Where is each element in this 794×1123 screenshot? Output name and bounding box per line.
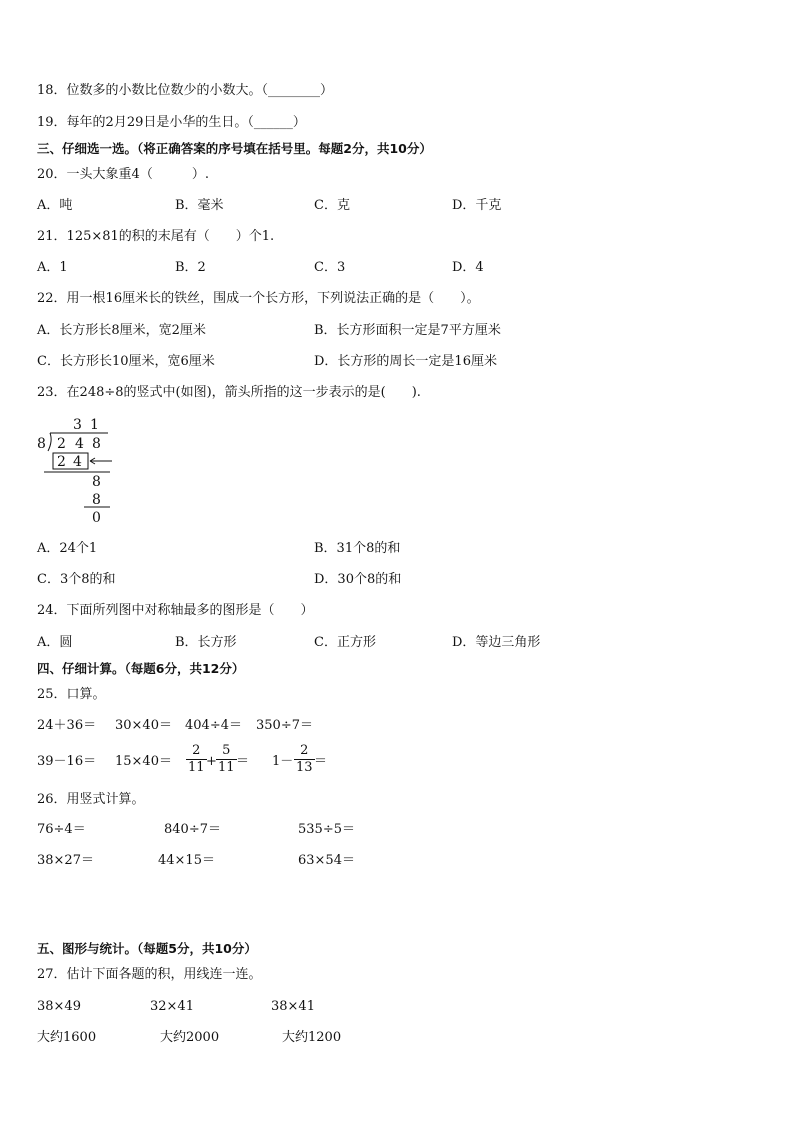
fraction-numerator: 2 <box>294 743 315 760</box>
final-remainder-digit: 0 <box>92 510 101 526</box>
written-calc-6: 63×54＝ <box>298 853 355 868</box>
question-21-stem: 21．125×81的积的末尾有（ ）个1. <box>37 229 275 244</box>
mental-calc-3: 404÷4＝ <box>185 718 242 733</box>
mental-calc-6: 15×40＝ <box>115 754 172 769</box>
question-23-option-c[interactable]: C．3个8的和 <box>37 572 116 587</box>
question-24-option-a[interactable]: A．圆 <box>37 635 73 650</box>
question-22-option-b[interactable]: B．长方形面积一定是7平方厘米 <box>314 323 501 338</box>
question-22-option-a[interactable]: A．长方形长8厘米，宽2厘米 <box>37 323 206 338</box>
estimate-answer-1[interactable]: 大约1600 <box>37 1030 97 1045</box>
fraction-5-11 <box>216 743 237 776</box>
fraction-2-11 <box>186 743 207 776</box>
question-24-stem: 24．下面所列图中对称轴最多的图形是（ ） <box>37 603 314 618</box>
fraction-numerator: 5 <box>216 743 237 760</box>
quotient-digit-1: 1 <box>90 417 99 433</box>
fraction-numerator: 2 <box>186 743 207 760</box>
estimate-expr-1: 38×49 <box>37 999 81 1014</box>
question-25-stem: 25．口算。 <box>37 687 106 702</box>
written-calc-4: 38×27＝ <box>37 853 94 868</box>
long-division-figure <box>34 410 124 530</box>
question-24-option-c[interactable]: C．正方形 <box>314 635 376 650</box>
mental-calc-5: 39－16＝ <box>37 754 97 769</box>
estimate-answer-2[interactable]: 大约2000 <box>160 1030 220 1045</box>
mental-calc-2: 30×40＝ <box>115 718 172 733</box>
mental-calc-1: 24＋36＝ <box>37 718 97 733</box>
section-4-heading: 四、仔细计算。（每题6分，共12分） <box>37 661 245 676</box>
section-5-heading: 五、图形与统计。（每题5分，共10分） <box>37 941 257 956</box>
question-22-option-d[interactable]: D．长方形的周长一定是16厘米 <box>314 354 497 369</box>
fraction-denominator: 13 <box>296 760 313 775</box>
question-21-option-b[interactable]: B．2 <box>175 260 206 275</box>
written-calc-3: 535÷5＝ <box>298 822 355 837</box>
question-20-option-b[interactable]: B．毫米 <box>175 198 224 213</box>
question-24-option-d[interactable]: D．等边三角形 <box>452 635 541 650</box>
question-23-stem: 23．在248÷8的竖式中(如图)，箭头所指的这一步表示的是( ). <box>37 385 421 400</box>
dividend-digit-4: 4 <box>75 436 84 452</box>
one-minus: 1－ <box>272 754 294 769</box>
question-22-option-c[interactable]: C．长方形长10厘米，宽6厘米 <box>37 354 215 369</box>
step2-digit: 8 <box>92 492 101 508</box>
question-23-option-a[interactable]: A．24个1 <box>37 541 98 556</box>
fraction-denominator: 11 <box>188 760 205 775</box>
question-23-option-b[interactable]: B．31个8的和 <box>314 541 401 556</box>
question-20-option-c[interactable]: C．克 <box>314 198 350 213</box>
written-calc-1: 76÷4＝ <box>37 822 86 837</box>
fraction-denominator: 11 <box>218 760 235 775</box>
question-20-option-d[interactable]: D．千克 <box>452 198 502 213</box>
plus-sign: + <box>206 754 217 769</box>
question-22-stem: 22．用一根16厘米长的铁丝，围成一个长方形，下列说法正确的是（ ）。 <box>37 291 480 306</box>
estimate-expr-2: 32×41 <box>150 999 194 1014</box>
written-calc-5: 44×15＝ <box>158 853 215 868</box>
question-24-option-b[interactable]: B．长方形 <box>175 635 237 650</box>
estimate-answer-3[interactable]: 大约1200 <box>282 1030 342 1045</box>
divisor-digit: 8 <box>37 436 46 452</box>
question-21-option-c[interactable]: C．3 <box>314 260 346 275</box>
dividend-digit-2: 2 <box>57 436 66 452</box>
question-21-option-a[interactable]: A．1 <box>37 260 68 275</box>
quotient-digit-3: 3 <box>73 417 82 433</box>
dividend-digit-8: 8 <box>92 436 101 452</box>
estimate-expr-3: 38×41 <box>271 999 315 1014</box>
question-20-option-a[interactable]: A．吨 <box>37 198 73 213</box>
question-19: 19．每年的2月29日是小华的生日。（______） <box>37 115 306 130</box>
question-26-stem: 26．用竖式计算。 <box>37 792 145 807</box>
equals-sign: ＝ <box>314 754 328 769</box>
remainder-down-digit: 8 <box>92 474 101 490</box>
question-18: 18．位数多的小数比位数少的小数大。（________） <box>37 83 334 98</box>
question-20-stem: 20．一头大象重4（ ）. <box>37 167 209 182</box>
step1-digit-2: 2 <box>57 454 66 470</box>
written-calc-2: 840÷7＝ <box>164 822 221 837</box>
question-21-option-d[interactable]: D．4 <box>452 260 484 275</box>
question-27-stem: 27．估计下面各题的积，用线连一连。 <box>37 967 262 982</box>
section-3-heading: 三、仔细选一选。（将正确答案的序号填在括号里。每题2分，共10分） <box>37 141 432 156</box>
step1-digit-4: 4 <box>73 454 82 470</box>
fraction-2-13 <box>294 743 315 776</box>
equals-sign: ＝ <box>236 754 250 769</box>
mental-calc-4: 350÷7＝ <box>256 718 313 733</box>
division-bracket <box>48 433 51 451</box>
question-23-option-d[interactable]: D．30个8的和 <box>314 572 402 587</box>
